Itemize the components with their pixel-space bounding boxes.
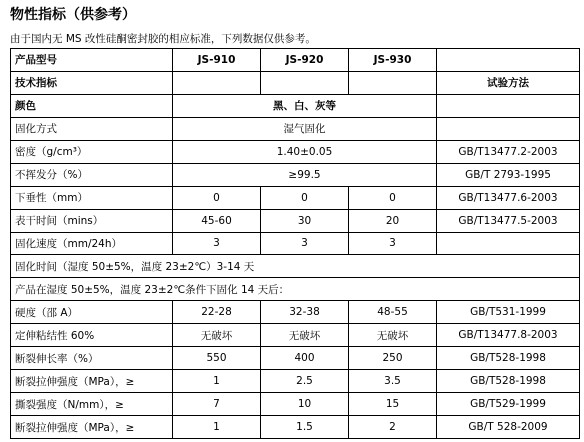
- value-js930: 250: [349, 347, 437, 370]
- nonvolatile-row: [11, 163, 580, 186]
- value-js930: 2: [349, 416, 437, 439]
- test-method: GB/T13477.8-2003: [437, 324, 580, 347]
- table-row: [11, 232, 580, 255]
- property-label: 表干时间（mins）: [11, 209, 173, 232]
- value-js930: 无破坏: [349, 324, 437, 347]
- value-js910: 1: [173, 370, 261, 393]
- density-row: [11, 140, 580, 163]
- property-label: 断裂拉伸强度（MPa），≥: [11, 370, 173, 393]
- test-method: GB/T528-1998: [437, 347, 580, 370]
- properties-table: [10, 48, 579, 439]
- model-js920: JS-920: [261, 49, 349, 72]
- value-js910: 550: [173, 347, 261, 370]
- table-row: [11, 209, 580, 232]
- property-label: 固化速度（mm/24h）: [11, 232, 173, 255]
- model-js930: JS-930: [349, 49, 437, 72]
- color-value: 黑、白、灰等: [173, 94, 437, 117]
- table-row: [11, 393, 580, 416]
- value-js910: 7: [173, 393, 261, 416]
- value-js920: 32-38: [261, 301, 349, 324]
- table-row: [11, 347, 580, 370]
- header-row-models: [11, 49, 580, 72]
- cure-time-row: [11, 255, 580, 278]
- test-method: GB/T13477.5-2003: [437, 209, 580, 232]
- value-js920: 30: [261, 209, 349, 232]
- cure-time-note: 固化时间（湿度 50±5%，温度 23±2℃）3-14 天: [11, 255, 580, 278]
- test-method: [437, 232, 580, 255]
- value-js910: 0: [173, 186, 261, 209]
- header-empty-cell: [437, 49, 580, 72]
- density-label: 密度（g/cm³）: [11, 140, 173, 163]
- model-js910: JS-910: [173, 49, 261, 72]
- cure-method-row: [11, 117, 580, 140]
- value-js930: 15: [349, 393, 437, 416]
- value-js930: 20: [349, 209, 437, 232]
- property-label: 硬度（邵 A）: [11, 301, 173, 324]
- value-js920: 无破坏: [261, 324, 349, 347]
- value-js920: 3: [261, 232, 349, 255]
- table-row: [11, 301, 580, 324]
- color-row: [11, 94, 580, 117]
- table-row: [11, 416, 580, 439]
- value-js910: 22-28: [173, 301, 261, 324]
- page-subtitle: 由于国内无 MS 改性硅酮密封胶的相应标准，下列数据仅供参考。: [10, 33, 316, 45]
- value-js920: 1.5: [261, 416, 349, 439]
- test-method: GB/T528-1998: [437, 370, 580, 393]
- property-label: 下垂性（mm）: [11, 186, 173, 209]
- cured-note-row: [11, 278, 580, 301]
- nonvolatile-value: ≥99.5: [173, 163, 437, 186]
- value-js920: 0: [261, 186, 349, 209]
- value-js930: 0: [349, 186, 437, 209]
- table-row: [11, 186, 580, 209]
- page-title: 物性指标（供参考）: [10, 7, 136, 23]
- nonvolatile-label: 不挥发分（%）: [11, 163, 173, 186]
- table-row: [11, 324, 580, 347]
- value-js910: 无破坏: [173, 324, 261, 347]
- test-method: GB/T531-1999: [437, 301, 580, 324]
- cure-method-label: 固化方式: [11, 117, 173, 140]
- test-method: GB/T529-1999: [437, 393, 580, 416]
- property-label: 断裂拉伸强度（MPa），≥: [11, 416, 173, 439]
- property-label: 断裂伸长率（%）: [11, 347, 173, 370]
- value-js930: 48-55: [349, 301, 437, 324]
- test-method: GB/T13477.6-2003: [437, 186, 580, 209]
- value-js920: 400: [261, 347, 349, 370]
- nonvolatile-method: GB/T 2793-1995: [437, 163, 580, 186]
- header-row-tech: [11, 71, 580, 94]
- value-js910: 3: [173, 232, 261, 255]
- property-label: 定伸粘结性 60%: [11, 324, 173, 347]
- value-js920: 10: [261, 393, 349, 416]
- value-js910: 45-60: [173, 209, 261, 232]
- density-method: GB/T13477.2-2003: [437, 140, 580, 163]
- value-js930: 3.5: [349, 370, 437, 393]
- cure-method-value: 湿气固化: [173, 117, 437, 140]
- cured-note: 产品在湿度 50±5%，温度 23±2℃条件下固化 14 天后：: [11, 278, 580, 301]
- tech-label: 技术指标: [11, 71, 173, 94]
- property-label: 撕裂强度（N/mm），≥: [11, 393, 173, 416]
- value-js920: 2.5: [261, 370, 349, 393]
- value-js930: 3: [349, 232, 437, 255]
- color-label: 颜色: [11, 94, 173, 117]
- value-js910: 1: [173, 416, 261, 439]
- density-value: 1.40±0.05: [173, 140, 437, 163]
- model-label: 产品型号: [11, 49, 173, 72]
- method-label: 试验方法: [437, 71, 580, 94]
- table-row: [11, 370, 580, 393]
- test-method: GB/T 528-2009: [437, 416, 580, 439]
